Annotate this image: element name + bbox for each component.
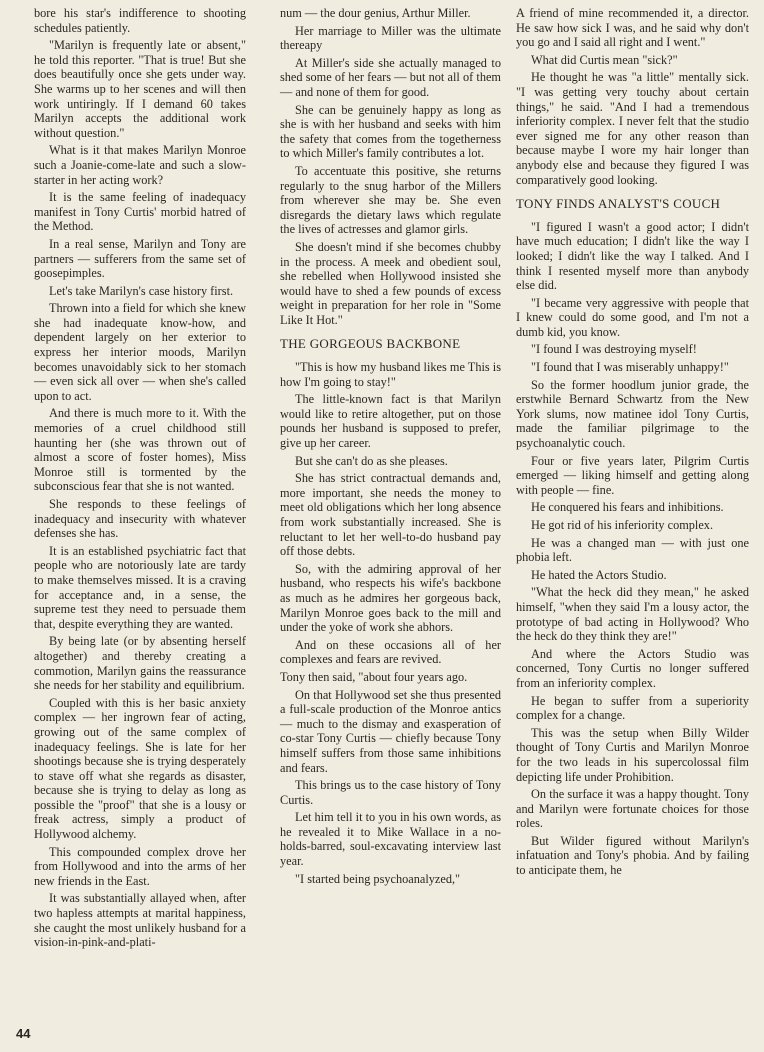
paragraph: And there is much more to it. With the memories of a cruel childhood still haunting her (she was thrown out of almost a score of foster homes), Miss Monroe still is tormented by the subconscious fear that she is not wanted. xyxy=(34,406,246,494)
paragraph: He got rid of his inferiority complex. xyxy=(531,518,714,532)
paragraph: "I became very aggressive with people that I knew could do some good, and I'm not a dumb kid, you know. xyxy=(516,295,749,339)
paragraph: It was substantially allayed when, after two hapless attempts at marital happiness, she caught the most unlikely husband for a vision-in-pink-and-plati- xyxy=(34,891,246,950)
section-heading: TONY FINDS ANALYST'S COUCH xyxy=(516,196,721,212)
paragraph: This brings us to the case history of Tony Curtis. xyxy=(280,778,501,807)
article-column-3 xyxy=(516,6,749,881)
paragraph: She responds to these feelings of inadequacy and insecurity with whatever defenses she has. xyxy=(34,497,246,541)
paragraph: Let him tell it to you in his own words, as he revealed it to Mike Wallace in a no-holds-barred, soul-excavating interview last year. xyxy=(280,810,501,869)
paragraph: At Miller's side she actually managed to shed some of her fears — but not all of them — and none of them for good. xyxy=(280,55,501,99)
paragraph: In a real sense, Marilyn and Tony are partners — sufferers from the same set of goosepimples. xyxy=(34,236,246,281)
paragraph: Tony then said, "about four years ago. xyxy=(280,669,468,684)
paragraph: A friend of mine recommended it, a director. He saw how sick I was, and he said why don't you go and I said all right and I went." xyxy=(516,6,749,50)
paragraph: Four or five years later, Pilgrim Curtis emerged — liking himself and getting along with people — fine. xyxy=(516,453,749,497)
paragraph: On that Hollywood set she thus presented a full-scale production of the Monroe antics — much to the dismay and exasperation of co-star Tony Curtis — chiefly because Tony himself suffers from those same inhibitions and fears. xyxy=(280,687,501,775)
paragraph: "I found I was destroying myself! xyxy=(531,342,697,357)
paragraph: By being late (or by absenting herself altogether) and thereby creating a commotion, Marilyn gains the reassurance she needs for her stability and equilibrium. xyxy=(34,634,246,693)
paragraph: "What the heck did they mean," he asked himself, "when they said I'm a lousy actor, the prototype of bad acting in Hollywood? Who the heck do they think they are!" xyxy=(516,585,749,644)
paragraph: This compounded complex drove her from Hollywood and into the arms of her new friends in the East. xyxy=(34,844,246,888)
paragraph: On the surface it was a happy thought. Tony and Marilyn were fortunate choices for those roles. xyxy=(516,787,749,831)
paragraph: He began to suffer from a superiority complex for a change. xyxy=(516,693,749,723)
paragraph: So the former hoodlum junior grade, the erstwhile Bernard Schwartz from the New York slums, now matinee idol Tony Curtis, made the familiar pilgrimage to the psychoanalytic couch. xyxy=(516,377,749,451)
paragraph: But she can't do as she pleases. xyxy=(295,453,448,468)
paragraph: And where the Actors Studio was concerned, Tony Curtis no longer suffered from an inferiority complex. xyxy=(516,646,749,690)
paragraph: He hated the Actors Studio. xyxy=(531,567,667,582)
paragraph: And on these occasions all of her complexes and fears are revived. xyxy=(280,637,501,667)
paragraph: Let's take Marilyn's case history first. xyxy=(49,283,234,298)
paragraph: It is an established psychiatric fact that people who are notoriously late are tardy to make themselves missed. It is a craving for acceptance and, in a sense, the supreme test they need to persuade them that, despite everything they are wanted. xyxy=(34,543,246,631)
paragraph: To accentuate this positive, she returns regularly to the snug harbor of the Millers from wherever she may be. She even disregards the dietary laws which regulate the lives of actresses and glamor girls. xyxy=(280,163,501,237)
paragraph: She can be genuinely happy as long as she is with her husband and seeks with him the safety that comes from the togetherness to which Miller's family contributes a lot. xyxy=(280,102,501,161)
paragraph: He thought he was "a little" mentally sick. "I was getting very touchy about certain things," he said. "And I had a tremendous inferiority complex. I never felt that the studio ever signed me for any other reason than because maybe I wore my hair longer than anybody else and because they figured I was comparatively good looking. xyxy=(516,70,749,187)
paragraph: bore his star's indifference to shooting schedules patiently. xyxy=(34,6,246,35)
paragraph: "Marilyn is frequently late or absent," he told this reporter. "That is true! But she does beautifully once she gets under way. She warms up to her scenes and will then work untiringly. If I demand 60 takes Marilyn accepts the additional work without question." xyxy=(34,38,246,140)
paragraph: So, with the admiring approval of her husband, who respects his wife's backbone as much as he admires her gorgeous back, Marilyn Monroe goes back to the mill and under the yoke of work she abhors. xyxy=(280,561,501,635)
article-column-2 xyxy=(280,6,501,889)
paragraph: What did Curtis mean "sick?" xyxy=(531,52,678,67)
paragraph: She has strict contractual demands and, more important, she needs the money to meet old obligations which her long absence from work substantially increased. She is reluctant to let her well-to-do husband pay off those debts. xyxy=(280,471,501,559)
paragraph: This was the setup when Billy Wilder thought of Tony Curtis and Marilyn Monroe for the two leads in his supercolossal film depicting life under Prohibition. xyxy=(516,725,749,784)
paragraph: He conquered his fears and inhibitions. xyxy=(531,500,724,515)
paragraph: Thrown into a field for which she knew she had inadequate know-how, and dependent largely on her exterior to express her interior moods, Marilyn becomes unavoidably sick to her stomach — even sick all over — when she's called upon to act. xyxy=(34,301,246,403)
paragraph: Her marriage to Miller was the ultimate thereapy xyxy=(280,23,501,53)
paragraph: "I started being psychoanalyzed," xyxy=(295,871,461,886)
paragraph: It is the same feeling of inadequacy manifest in Tony Curtis' morbid hatred of the Method. xyxy=(34,190,246,234)
paragraph: "I figured I wasn't a good actor; I didn't have much education; I didn't like the way I looked; I didn't like the way I talked. And I think I resented myself more than anybody else did. xyxy=(516,219,749,293)
paragraph: num — the dour genius, Arthur Miller. xyxy=(280,6,471,20)
paragraph: But Wilder figured without Marilyn's infatuation and Tony's phobia. And by failing to anticipate them, he xyxy=(516,833,749,878)
page-number: 44 xyxy=(16,1026,31,1041)
paragraph: He was a changed man — with just one phobia left. xyxy=(516,535,749,565)
article-column-1 xyxy=(34,6,246,953)
section-heading: THE GORGEOUS BACKBONE xyxy=(280,336,461,352)
paragraph: She doesn't mind if she becomes chubby in the process. A meek and obedient soul, she rebelled when Hollywood insisted she would have to shed a few pounds of excess weight in preparation for her role in "Some Like It Hot." xyxy=(280,239,501,327)
paragraph: Coupled with this is her basic anxiety complex — her ingrown fear of acting, growing out of the same complex of inadequacy feelings. She is late for her shootings because she is trying desperately to stave off what she regards as disaster, because she is trying to delay as long as possible the "proof" that she is a lousy or freak actress, simply a product of Hollywood alchemy. xyxy=(34,695,246,842)
paragraph: What is it that makes Marilyn Monroe such a Joanie-come-late and such a slow-starter in her acting work? xyxy=(34,143,246,187)
paragraph: "This is how my husband likes me This is how I'm going to stay!" xyxy=(280,360,501,389)
paragraph: "I found that I was miserably unhappy!" xyxy=(531,360,729,375)
paragraph: The little-known fact is that Marilyn would like to retire altogether, put on those pounds her husband is supposed to prefer, give up her career. xyxy=(280,392,501,451)
